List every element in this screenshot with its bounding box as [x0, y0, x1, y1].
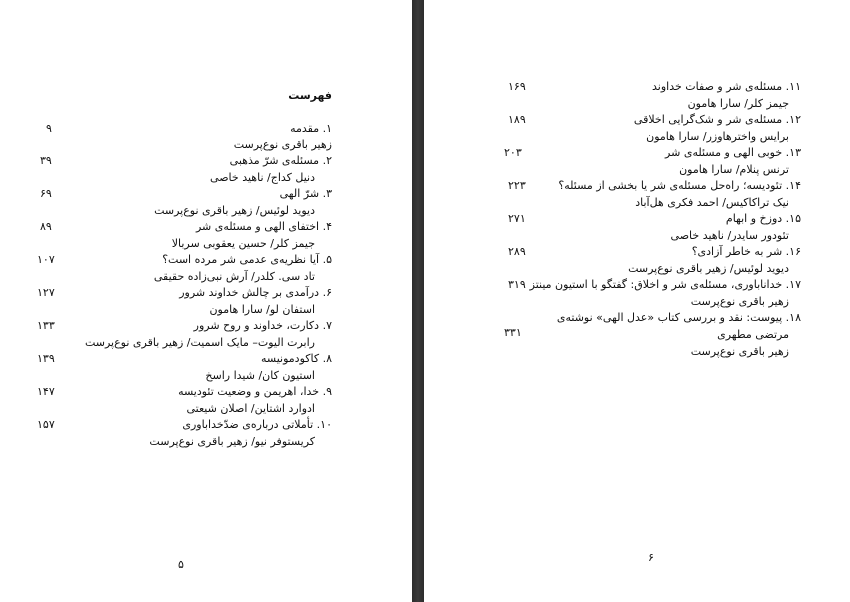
toc-entry-author: زهیر باقری نوع‌پرست [690, 345, 789, 358]
toc-heading: فهرست [288, 89, 332, 102]
toc-entry-author: جیمز کلر/ سارا هامون [687, 97, 789, 110]
toc-entry-title: ۱۱. مسئله‌ی شر و صفات خداوند [652, 80, 801, 93]
toc-entry-author: تاد سی. کلدر/ آرش نبی‌زاده حقیقی [153, 270, 315, 283]
toc-entry-title: ۱۲. مسئله‌ی شر و شک‌گرایی اخلاقی [633, 113, 801, 126]
toc-page-number: ۱۵۷ [37, 418, 55, 431]
toc-page-number: ۲۲۳ [508, 179, 526, 192]
toc-entry-title: ۱۴. تئودیسه؛ راه‌حل مسئله‌ی شر یا بخشی از مسئله؟ [558, 179, 801, 192]
toc-entry-author: برایس واخترهاوزر/ سارا هامون [646, 130, 789, 143]
toc-entry-title: ۱۷. خداناباوری، مسئله‌ی شر و اخلاق: گفتگو با استیون مینتز [529, 278, 801, 291]
toc-page-number: ۳۹ [40, 154, 52, 167]
toc-entry-title: ۱. مقدمه [290, 122, 332, 135]
toc-entry-author: استفان لو/ سارا هامون [209, 303, 315, 316]
toc-entry-author: دنیل کداج/ ناهید خاصی [210, 171, 315, 184]
toc-entry-author: جیمز کلر/ حسین یعقوبی سربالا [171, 237, 315, 250]
toc-page-number: ۱۳۳ [37, 319, 55, 332]
toc-entry-author: دیوید لوئیس/ زهیر باقری نوع‌پرست [154, 204, 315, 217]
toc-entry-title: ۹. خدا، اهریمن و وضعیت تئودیسه [178, 385, 332, 398]
page-folio: ۶ [648, 551, 654, 564]
toc-entry-title: ۱۰. تأملاتی درباره‌ی ضدّخداباوری [182, 418, 332, 431]
toc-entry-author: دیوید لوئیس/ زهیر باقری نوع‌پرست [628, 262, 789, 275]
right-page [424, 0, 850, 602]
toc-page-number: ۸۹ [40, 220, 52, 233]
toc-entry-title: ۱۶. شر به خاطر آزادی؟ [691, 245, 801, 258]
toc-page-number: ۲۰۳ [504, 146, 522, 159]
toc-entry-title: ۷. دکارت، خداوند و روح شرور [193, 319, 332, 332]
toc-entry-title: ۵. آیا نظریه‌ی عدمی شر مرده است؟ [162, 253, 332, 266]
toc-entry-author: کریستوفر نیو/ زهیر باقری نوع‌پرست [149, 435, 315, 448]
toc-page-number: ۲۷۱ [508, 212, 526, 225]
toc-page-number: ۱۰۷ [37, 253, 55, 266]
toc-entry-title: ۲. مسئله‌ی شرّ مذهبی [229, 154, 332, 167]
toc-entry-author: رابرت الیوت– مایک اسمیت/ زهیر باقری نوع‌پرست [84, 336, 315, 349]
toc-page-number: ۱۲۷ [37, 286, 55, 299]
page-folio: ۵ [178, 558, 184, 571]
toc-page-number: ۱۸۹ [508, 113, 526, 126]
toc-page-number: ۱۶۹ [508, 80, 526, 93]
toc-entry-title: ۸. کاکودمونیسه [261, 352, 332, 365]
toc-entry-title: ۱۸. پیوست: نقد و بررسی کتاب «عدل الهی» نوشته‌ی [556, 311, 801, 324]
toc-page-number: ۳۳۱ [504, 326, 522, 339]
toc-entry-title: ۳. شرّ الهی [279, 187, 332, 200]
toc-entry-title: ۶. درآمدی بر چالش خداوند شرور [179, 286, 332, 299]
toc-page-number: ۹ [46, 122, 52, 135]
toc-entry-author: ادوارد اشتاین/ اصلان شیعتی [186, 402, 315, 415]
toc-entry-author: تئودور سایدر/ ناهید خاصی [670, 229, 789, 242]
toc-entry-title: ۴. اختفای الهی و مسئله‌ی شر [195, 220, 332, 233]
toc-entry-author: مرتضی مطهری [717, 328, 789, 341]
toc-page-number: ۶۹ [40, 187, 52, 200]
toc-entry-author: زهیر باقری نوع‌پرست [233, 138, 332, 151]
toc-entry-title: ۱۵. دوزخ و ابهام [725, 212, 801, 225]
toc-entry-author: استیون کان/ شیدا راسخ [205, 369, 315, 382]
toc-entry-author: نیک تراکاکیس/ احمد فکری هل‌آباد [635, 196, 789, 209]
toc-page-number: ۲۸۹ [508, 245, 526, 258]
toc-entry-author: ترنس پنلام/ سارا هامون [679, 163, 789, 176]
left-page [0, 0, 412, 602]
toc-page-number: ۱۴۷ [37, 385, 55, 398]
toc-entry-author: زهیر باقری نوع‌پرست [690, 295, 789, 308]
book-spine [412, 0, 424, 602]
toc-page-number: ۳۱۹ [508, 278, 526, 291]
toc-page-number: ۱۳۹ [37, 352, 55, 365]
toc-entry-title: ۱۳. خوبی الهی و مسئله‌ی شر [665, 146, 801, 159]
